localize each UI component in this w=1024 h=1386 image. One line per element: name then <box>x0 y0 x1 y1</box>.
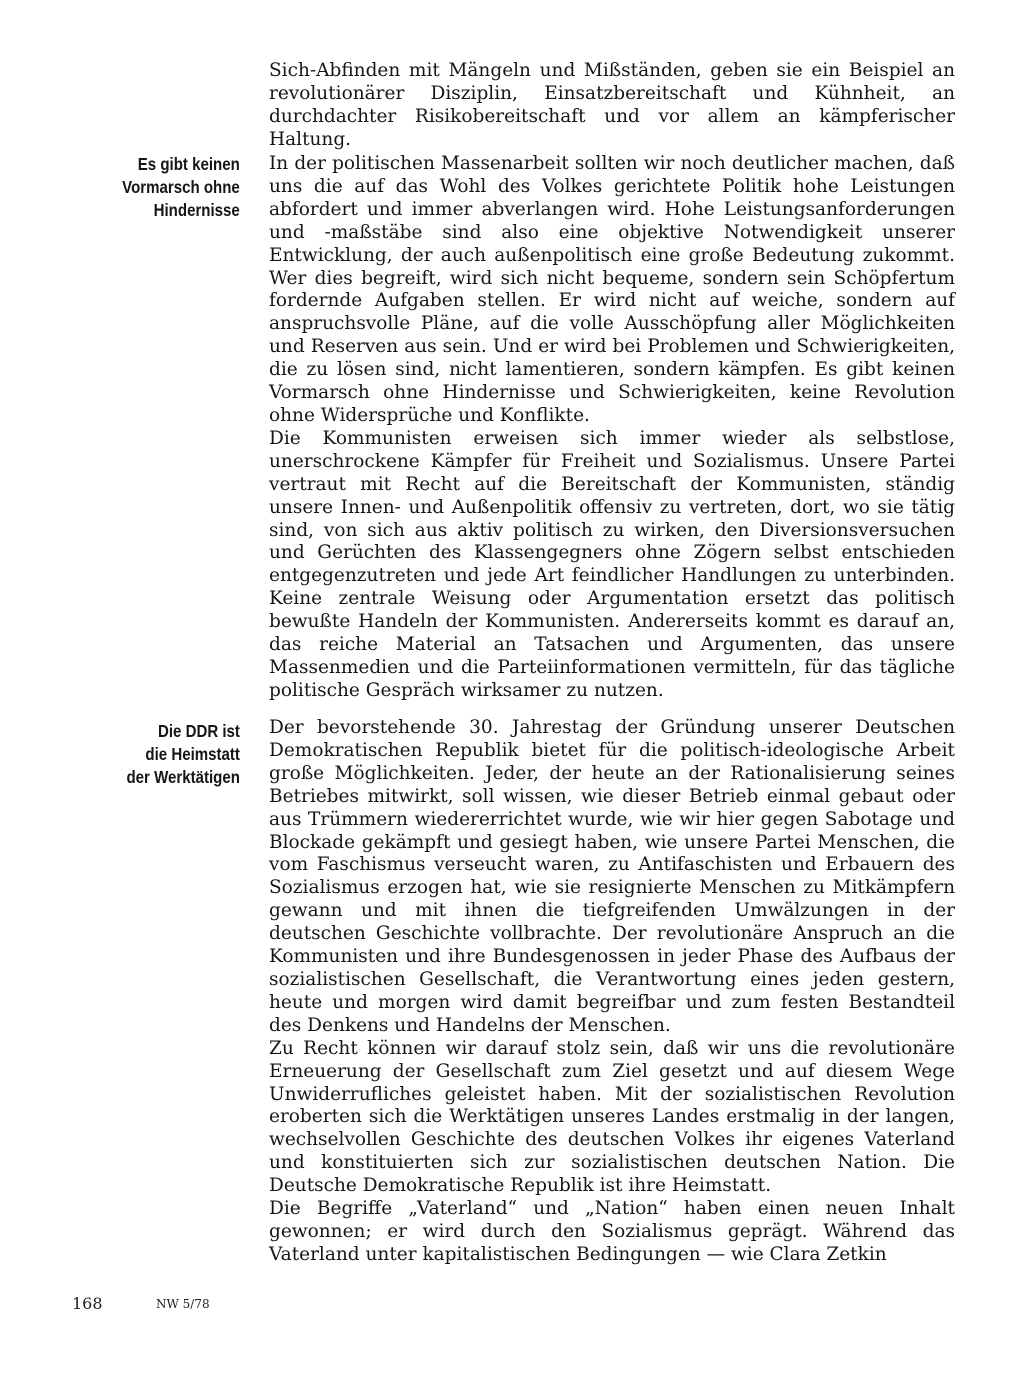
page-number: 168 <box>72 1294 103 1313</box>
margin-heading-line: Hindernisse <box>153 200 240 220</box>
margin-heading-line: die Heimstatt <box>145 744 240 764</box>
text-block-intro <box>269 60 955 152</box>
margin-heading-line: Vormarsch ohne <box>122 177 240 197</box>
margin-heading-heimstatt <box>127 720 240 789</box>
margin-heading-line: der Werktätigen <box>126 767 240 787</box>
body-paragraph: Die Begriffe „Vaterland“ und „Nation“ haben einen neuen Inhalt gewonnen; er wird durch den Sozialismus geprägt. Während das Vaterland unter kapitalistischen Bedingungen — wie Clara Zetkin <box>269 1198 955 1265</box>
margin-heading-line: Es gibt keinen <box>137 154 240 174</box>
body-paragraph: Zu Recht können wir darauf stolz sein, daß wir uns die revolutionäre Erneuerung der Gesellschaft zum Ziel gesetzt und auf diesem Wege Unwiderrufliches geleistet haben. Mit der sozialistischen Revolution eroberten sich die Werktätigen unseres Landes erstmalig in der langen, wechselvollen Geschichte des deutschen Volkes ihr eigenes Vaterland und konstituierten sich zur sozialistischen deutschen Nation. Die Deutsche Demokratische Republik ist ihre Heimstatt. <box>269 1037 955 1197</box>
text-block-hindernisse <box>269 153 955 703</box>
margin-heading-hindernisse <box>122 153 240 222</box>
text-block-heimstatt <box>269 717 955 1267</box>
issue-label: NW 5/78 <box>156 1297 210 1311</box>
body-paragraph: In der politischen Massenarbeit sollten wir noch deutlicher machen, daß uns die auf das Wohl des Volkes gerichtete Politik hohe Leistungen abfordert und immer abverlangen wird. Hohe Leistungsanforderungen und -maßstäbe sind also eine objektive Notwendigkeit unserer Entwicklung, der auch außenpolitisch eine große Bedeutung zukommt. Wer dies begreift, wird sich nicht bequeme, sondern sein Schöpfertum fordernde Aufgaben stellen. Er wird nicht auf weiche, sondern auf anspruchsvolle Pläne, auf die volle Ausschöpfung aller Möglichkeiten und Reserven aus sein. Und er wird bei Problemen und Schwierigkeiten, die zu lösen sind, nicht lamentieren, sondern kämpfen. Es gibt keinen Vormarsch ohne Hindernisse und Schwierigkeiten, keine Revolution ohne Widersprüche und Konflikte. <box>269 153 955 426</box>
body-paragraph: Sich-Abfinden mit Mängeln und Mißständen, geben sie ein Beispiel an revolutionärer Disziplin, Einsatzbereitschaft und Kühnheit, an durchdachter Risikobereitschaft und vor allem an kämpferischer Haltung. <box>269 60 955 150</box>
body-paragraph: Der bevorstehende 30. Jahrestag der Gründung unserer Deutschen Demokratischen Republik bietet für die politisch-ideologische Arbeit große Möglichkeiten. Jeder, der heute an der Rationalisierung seines Betriebes mitwirkt, soll wissen, wie dieser Betrieb einmal gebaut oder aus Trümmern wiedererrichtet wurde, wie wir hier gegen Sabotage und Blockade gekämpft und gesiegt haben, wie unsere Partei Menschen, die vom Faschismus verseucht waren, zu Antifaschisten und Erbauern des Sozialismus erzogen hat, wie sie resignierte Menschen zu Mitkämpfern gewann und mit ihnen die tiefgreifenden Umwälzungen in der deutschen Geschichte vollbrachte. Der revolutionäre Anspruch an die Kommunisten und ihre Bundesgenossen in jeder Phase des Aufbaus der sozialistischen Gesellschaft, die Verantwortung eines jeden gestern, heute und morgen wird damit begreifbar und zum festen Bestandteil des Denkens und Handelns der Menschen. <box>269 717 955 1036</box>
margin-heading-line: Die DDR ist <box>158 721 240 741</box>
body-paragraph: Die Kommunisten erweisen sich immer wieder als selbstlose, unerschrockene Kämpfer für Freiheit und Sozialismus. Unsere Partei vertraut mit Recht auf die Bereitschaft der Kommunisten, ständig unsere Innen- und Außenpolitik offensiv zu vertreten, dort, wo sie tätig sind, von sich aus aktiv politisch zu wirken, den Diversionsversuchen und Gerüchten des Klassengegners ohne Zögern selbst entschieden entgegenzutreten und jede Art feindlicher Handlungen zu unterbinden. Keine zentrale Weisung oder Argumentation ersetzt das politisch bewußte Handeln der Kommunisten. Andererseits kommt es darauf an, das reiche Material an Tatsachen und Argumenten, das unsere Massenmedien und die Parteiinformationen vermitteln, für das tägliche politische Gespräch wirksamer zu nutzen. <box>269 427 955 701</box>
